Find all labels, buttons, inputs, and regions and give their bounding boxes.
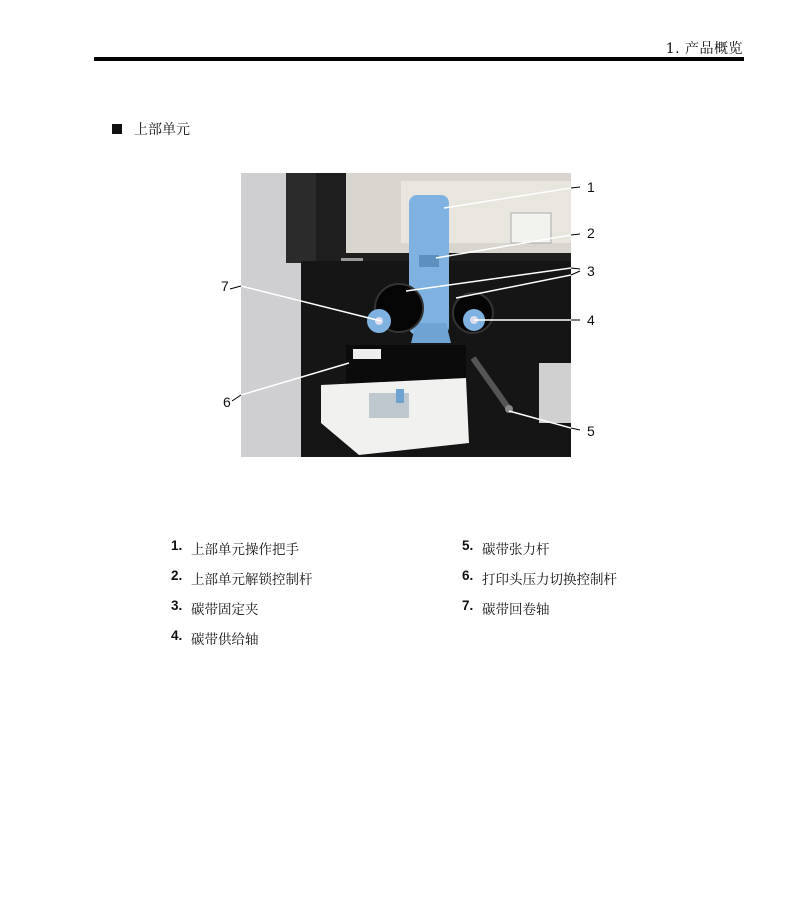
legend-number: 1. [171, 538, 183, 553]
callout-5: 5 [587, 423, 595, 439]
legend-item [171, 598, 259, 618]
legend-label: 碳带固定夹 [191, 602, 259, 618]
legend-item [171, 568, 313, 588]
legend-label: 碳带回卷轴 [482, 602, 550, 618]
legend-label: 打印头压力切换控制杆 [482, 572, 617, 588]
legend-item [171, 538, 299, 558]
callout-7: 7 [221, 278, 229, 294]
legend-label: 上部单元解锁控制杆 [191, 572, 313, 588]
legend-number: 5. [462, 538, 474, 553]
legend-item [171, 628, 259, 648]
callout-2: 2 [587, 225, 595, 241]
legend-number: 3. [171, 598, 183, 613]
callout-4: 4 [587, 312, 595, 328]
callout-6: 6 [223, 394, 231, 410]
legend-number: 4. [171, 628, 183, 643]
legend-label: 上部单元操作把手 [191, 542, 299, 558]
legend-item [462, 538, 550, 558]
legend-number: 7. [462, 598, 474, 613]
legend-number: 6. [462, 568, 474, 583]
legend-label: 碳带供给轴 [191, 632, 259, 648]
callout-3: 3 [587, 263, 595, 279]
legend-label: 碳带张力杆 [482, 542, 550, 558]
legend-item [462, 598, 550, 618]
callout-1: 1 [587, 179, 595, 195]
section-heading-text: 上部单元 [134, 122, 190, 138]
parts-legend [171, 535, 671, 665]
legend-number: 2. [171, 568, 183, 583]
chapter-title: 1. 产品概览 [665, 41, 743, 57]
legend-item [462, 568, 617, 588]
